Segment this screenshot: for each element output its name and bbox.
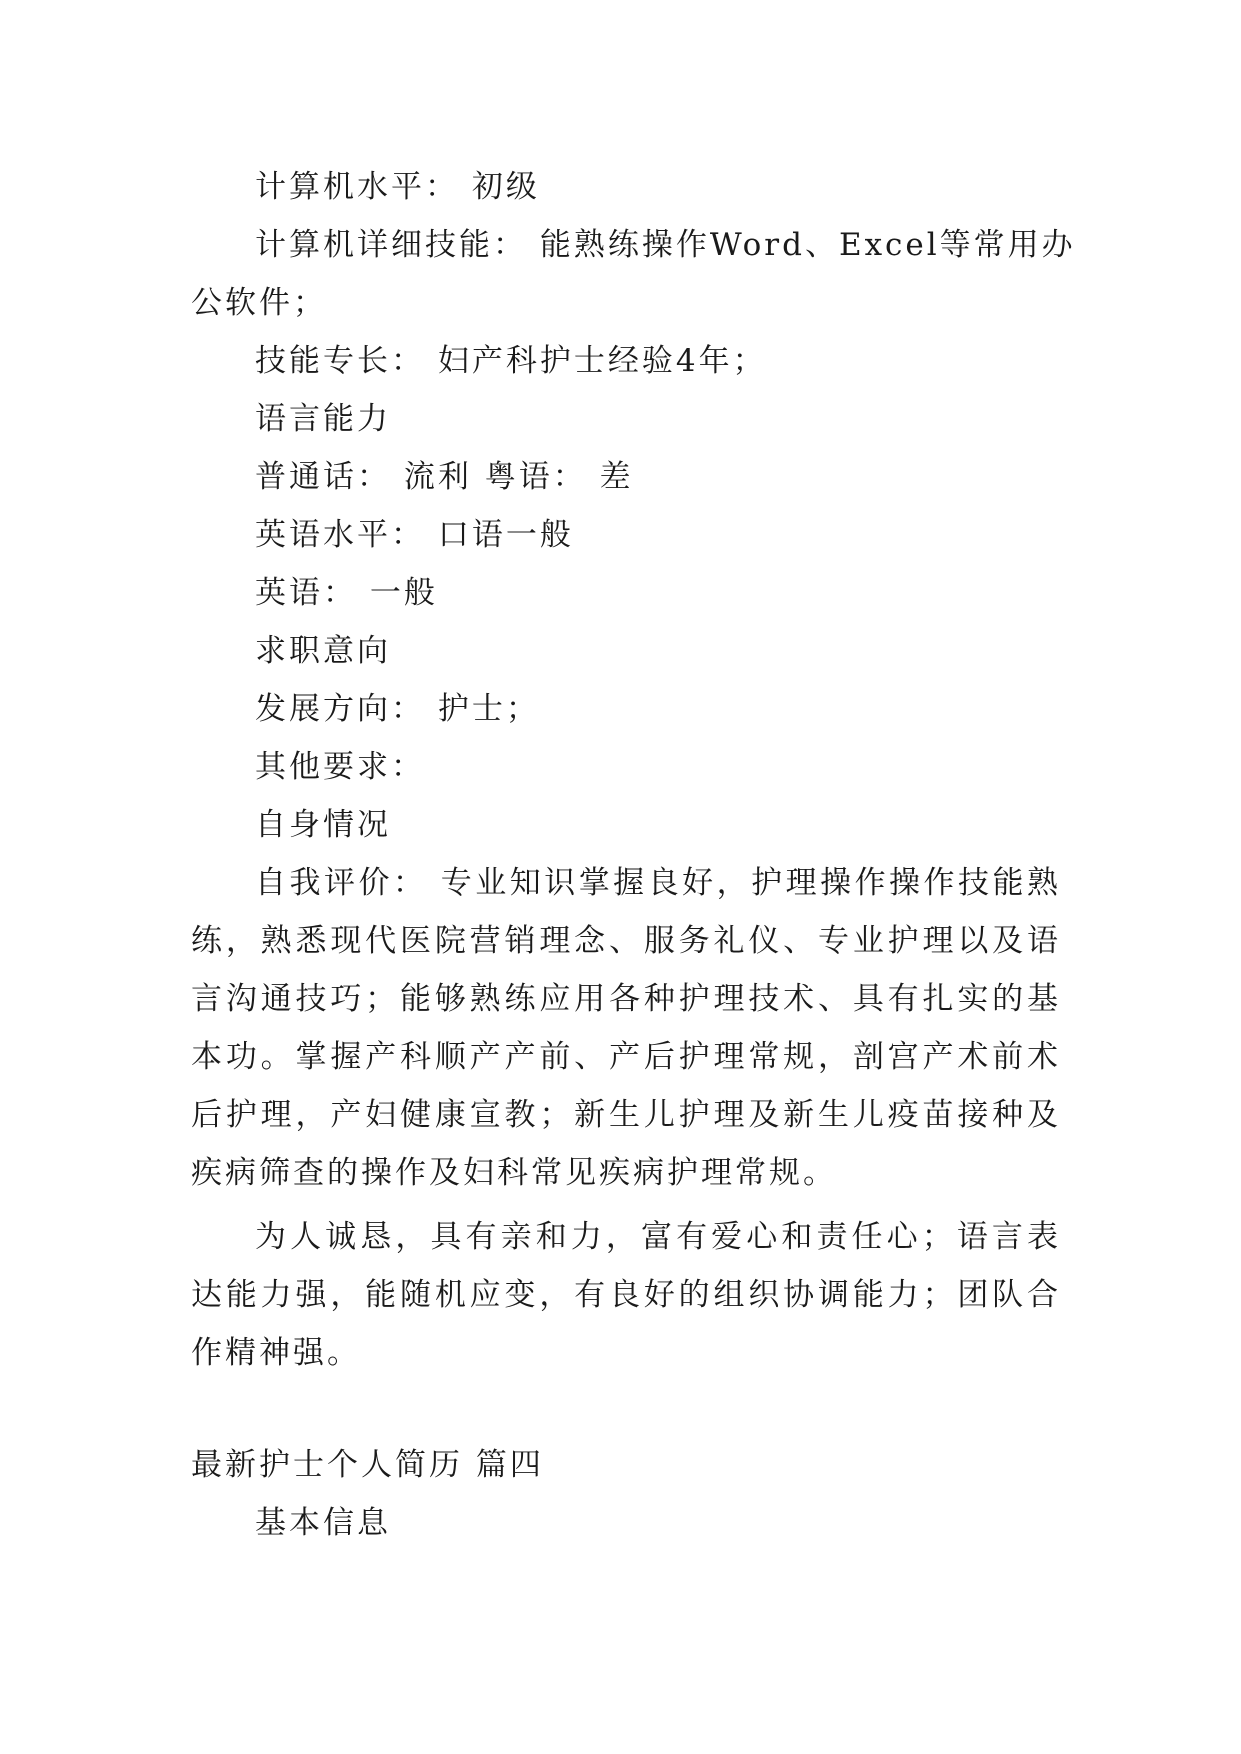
section-title: 最新护士个人简历 篇四 bbox=[191, 1447, 544, 1483]
english-line: 英语： 一般 bbox=[255, 575, 438, 611]
section-gap bbox=[191, 1382, 1061, 1436]
direction-line: 发展方向： 护士； bbox=[255, 691, 540, 727]
document-page bbox=[191, 158, 1076, 1552]
english-level-line: 英语水平： 口语一般 bbox=[255, 517, 574, 553]
basic-info-heading: 基本信息 bbox=[255, 1505, 391, 1541]
computer-skills-continuation: 公软件； bbox=[191, 285, 327, 321]
job-intent-heading: 求职意向 bbox=[255, 633, 391, 669]
mandarin-cantonese-line: 普通话： 流利 粤语： 差 bbox=[255, 459, 634, 495]
self-evaluation-paragraph: 自我评价： 专业知识掌握良好，护理操作操作技能熟练，熟悉现代医院营销理念、服务礼仪、专业护理以及语言沟通技巧；能够熟练应用各种护理技术、具有扎实的基本功。掌握产科顺产产前、产后护理常规，剖宫产术前术后护理，产妇健康宣教；新生儿护理及新生儿疫苗接种及疾病筛查的操作及妇科常见疾病护理常规。 bbox=[191, 865, 1061, 1191]
skill-specialty-line: 技能专长： 妇产科护士经验4年； bbox=[255, 343, 767, 379]
computer-skills-line: 计算机详细技能： 能熟练操作Word、Excel等常用办 bbox=[255, 227, 1076, 263]
computer-level-line: 计算机水平： 初级 bbox=[255, 169, 540, 205]
self-heading: 自身情况 bbox=[255, 807, 391, 843]
language-heading: 语言能力 bbox=[255, 401, 391, 437]
other-requirements-line: 其他要求： bbox=[255, 749, 425, 785]
personality-paragraph: 为人诚恳，具有亲和力，富有爱心和责任心；语言表达能力强，能随机应变，有良好的组织协调能力；团队合作精神强。 bbox=[191, 1219, 1061, 1371]
